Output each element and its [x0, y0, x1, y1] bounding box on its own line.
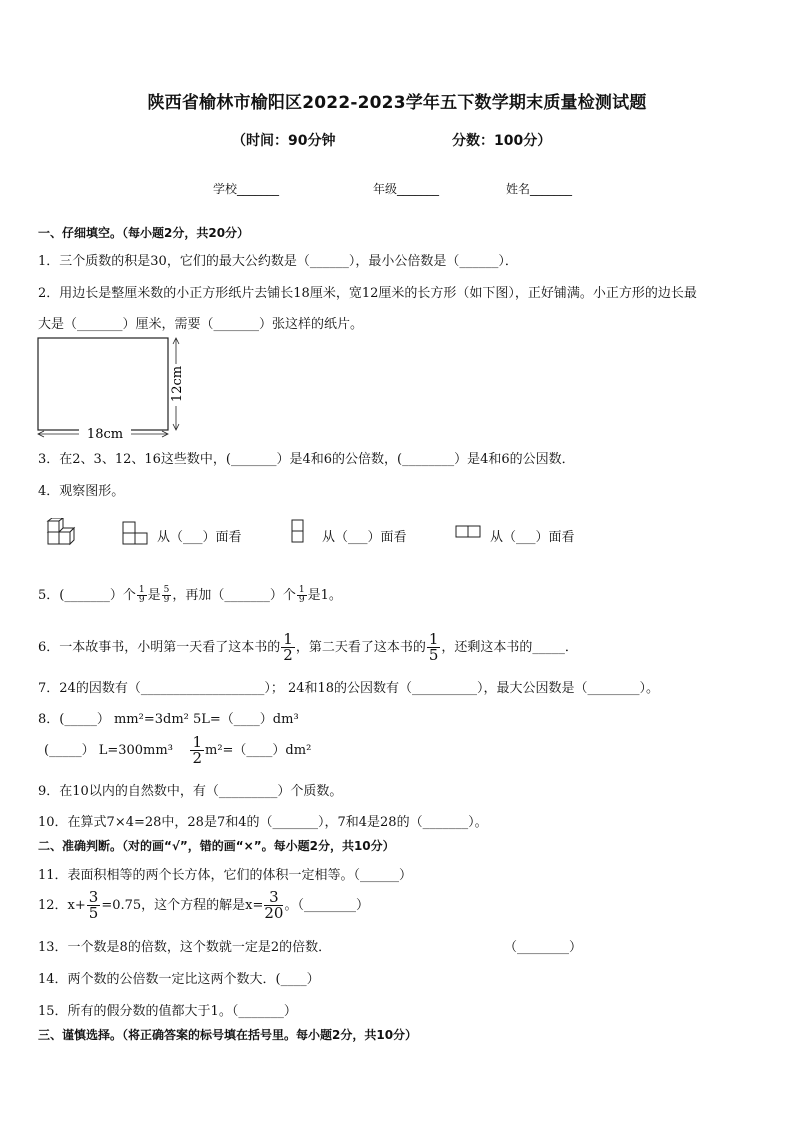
q6-fraction-1	[281, 632, 295, 663]
q8-text-b: m²=（____）dm²	[205, 743, 312, 758]
q12-f2-num: 3	[264, 890, 283, 906]
question-9: 9．在10以内的自然数中，有（_________）个质数。	[38, 784, 343, 799]
q8-fraction	[190, 735, 204, 766]
question-7: 7．24的因数有（___________________）； 24和18的公因数有（__________），最大公因数是（________）。	[38, 681, 660, 696]
q5-fraction-2	[162, 586, 172, 605]
question-2-line-2: 大是（_______）厘米，需要（_______）张这样的纸片。	[38, 317, 364, 332]
question-2-line-1: 2．用边长是整厘米数的小正方形纸片去铺长18厘米，宽12厘米的长方形（如下图），正好铺满。小正方形的边长最	[38, 286, 697, 301]
q5-f2-den: 9	[163, 595, 170, 605]
q8-frac-den: 2	[192, 749, 202, 767]
q5-text-c: ，再加（_______）个	[172, 588, 296, 603]
q5-f3-num: 1	[298, 585, 305, 595]
rect-width-label: 18cm	[86, 427, 124, 442]
q6-text-b: ，第二天看了这本书的	[295, 640, 426, 655]
question-13-blank: （________）	[504, 940, 583, 955]
q12-f1-num: 3	[88, 888, 99, 906]
q12-text-b: =0.75，这个方程的解是x=	[101, 898, 264, 913]
question-8-line-2	[44, 735, 311, 766]
q8-text-a: (_____） L=300mm³	[44, 743, 173, 758]
rectangle-diagram	[34, 334, 194, 444]
view-label-2: 从（___）面看	[322, 530, 407, 545]
page-title: 陕西省榆林市榆阳区2022-2023学年五下数学期末质量检测试题	[147, 93, 647, 113]
exam-score: 分数：100分）	[452, 133, 552, 149]
question-5	[38, 584, 342, 605]
q5-f1-num: 1	[138, 585, 145, 595]
q12-text-c: 。（________）	[284, 898, 369, 913]
question-10: 10．在算式7×4=28中，28是7和4的（_______），7和4是28的（_______）。	[38, 815, 488, 830]
question-3: 3．在2、3、12、16这些数中，(_______）是4和6的公倍数，(________）是4和6的公因数．	[38, 452, 575, 467]
q12-text-a: 12．x+	[38, 898, 86, 913]
view-label-1: 从（___）面看	[157, 530, 242, 545]
question-11: 11．表面积相等的两个长方体，它们的体积一定相等。（______）	[38, 868, 413, 883]
view-label-3: 从（___）面看	[490, 530, 575, 545]
q6-fraction-2	[427, 632, 441, 663]
cube-stack-figure	[44, 518, 80, 550]
q12-f2-den: 20	[264, 904, 284, 922]
section-1-heading: 一、仔细填空。（每小题2分，共20分）	[38, 226, 250, 240]
q5-text-a: 5．(_______）个	[38, 588, 136, 603]
q6-f2-num: 1	[428, 630, 439, 648]
q6-f2-den: 5	[428, 646, 439, 664]
question-14: 14．两个数的公倍数一定比这两个数大．(____）	[38, 972, 320, 987]
q8-frac-num: 1	[192, 733, 202, 751]
question-4: 4．观察图形。	[38, 484, 125, 499]
q6-f1-den: 2	[283, 646, 293, 664]
view-figure-2	[290, 518, 306, 546]
name-field: 姓名_______	[506, 182, 573, 196]
question-15: 15．所有的假分数的值都大于1。（_______）	[38, 1004, 297, 1019]
question-12	[38, 890, 369, 921]
q5-text-d: 是1。	[307, 588, 342, 603]
grade-field: 年级_______	[373, 182, 440, 196]
view-figure-1	[121, 520, 151, 548]
q6-f1-num: 1	[283, 630, 293, 648]
section-2-heading: 二、准确判断。（对的画“√”，错的画“×”。每小题2分，共10分）	[38, 839, 395, 853]
q12-fraction-1	[87, 890, 101, 921]
q5-f3-den: 9	[298, 595, 305, 605]
q5-f2-num: 5	[163, 585, 170, 595]
exam-time: （时间：90分钟	[232, 133, 336, 149]
view-figure-3	[454, 524, 484, 540]
question-1: 1．三个质数的积是30，它们的最大公约数是（______），最小公倍数是（______）．	[38, 254, 518, 269]
q5-fraction-1	[137, 586, 147, 605]
q12-f1-den: 5	[88, 904, 99, 922]
q5-fraction-3	[297, 586, 307, 605]
question-6	[38, 632, 578, 663]
q6-text-c: ，还剩这本书的_____．	[441, 640, 578, 655]
q5-text-b: 是	[147, 588, 161, 603]
q5-f1-den: 9	[138, 595, 145, 605]
question-8-line-1: 8．(_____） mm²=3dm² 5L=（____）dm³	[38, 712, 299, 727]
rect-height-label: 12cm	[170, 365, 185, 403]
q6-text-a: 6．一本故事书，小明第一天看了这本书的	[38, 640, 281, 655]
q12-fraction-2	[264, 890, 283, 921]
question-13: 13．一个数是8的倍数，这个数就一定是2的倍数．	[38, 940, 332, 955]
school-field: 学校_______	[213, 182, 280, 196]
section-3-heading: 三、谨慎选择。（将正确答案的标号填在括号里。每小题2分，共10分）	[38, 1028, 418, 1042]
